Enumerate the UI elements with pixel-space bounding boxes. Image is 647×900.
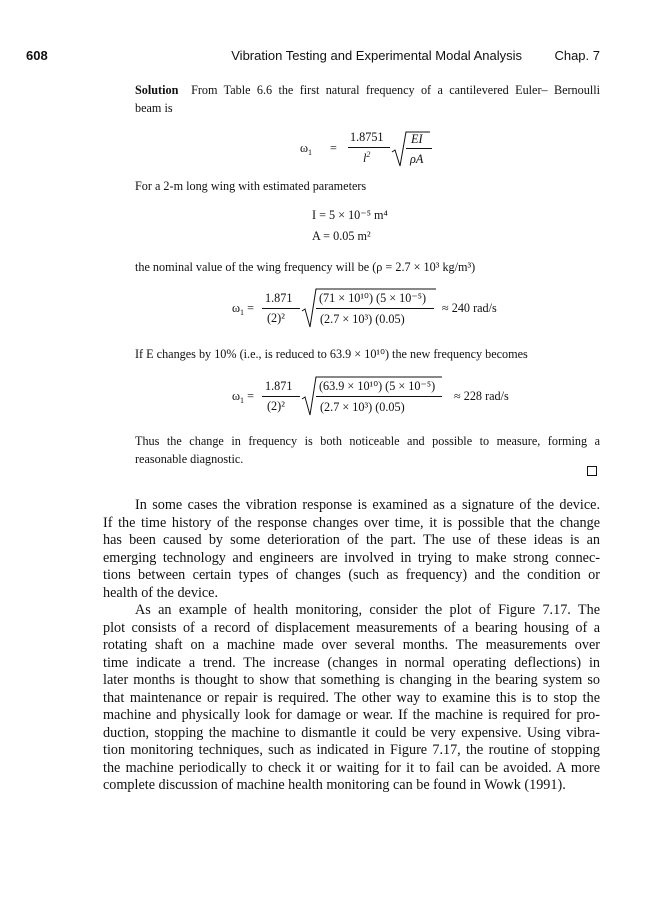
nominal-text: the nominal value of the wing frequency will be (ρ = 2.7 × 10³ kg/m³) xyxy=(135,260,476,274)
eq1-denominator: $l^2$ xyxy=(363,150,371,165)
wing-text: For a 2-m long wing with estimated parameters xyxy=(135,179,367,193)
conclusion-line1: Thus the change in frequency is both noticeable and possible to measure, forming a xyxy=(135,434,600,448)
eq2-rad-numerator: (71 × 10¹⁰) (5 × 10⁻⁵) xyxy=(319,291,427,305)
p2-line: time indicate a trend. The increase (changes in normal operating deflections) in xyxy=(103,654,600,671)
eq2-rad-denominator: (2.7 × 10³) (0.05) xyxy=(320,312,405,326)
p1-line: tions between certain types of changes (such as frequency) and the condition or xyxy=(103,567,600,583)
solution-label: Solution xyxy=(135,83,179,97)
conclusion-line2: reasonable diagnostic. xyxy=(135,451,244,466)
p1-line: If the time history of the response changes over time, it is possible that the change xyxy=(103,514,600,531)
p2-line: rotating shaft on a machine made over several months. The measurements over xyxy=(103,637,600,653)
change-text: If E changes by 10% (i.e., is reduced to 63.9 × 10¹⁰) the new frequency becomes xyxy=(135,347,528,361)
solution-intro-line2: beam is xyxy=(135,100,173,115)
p1-line: health of the device. xyxy=(103,584,219,601)
equation-3 xyxy=(232,375,552,419)
p1-line: In some cases the vibration response is examined as a signature of the device. xyxy=(135,497,600,513)
running-title: Vibration Testing and Experimental Modal Analysis xyxy=(231,48,522,63)
eq2-result: ≈ 240 rad/s xyxy=(442,301,497,315)
p1-line: has been caused by some deterioration of the part. The use of these ideas is an xyxy=(103,532,600,548)
p2-line: complete discussion of machine health monitoring can be found in Wowk (1991). xyxy=(103,777,566,793)
eq2-denominator: (2)² xyxy=(267,311,285,325)
eq3-lhs: $\omega_1$ = xyxy=(232,389,254,405)
p2-line: that maintenance or repair is required. The other way to examine this is to stop the xyxy=(103,689,600,706)
p2-line: duction, stopping the machine to dismantle it could be very expensive. Using vibra- xyxy=(103,724,600,741)
p2-line: As an example of health monitoring, consider the plot of Figure 7.17. The xyxy=(135,602,600,618)
p2-line: tion monitoring techniques, such as indicated in Figure 7.17, the routine of stopping xyxy=(103,742,600,758)
body-paragraph-1 xyxy=(103,497,600,602)
eq3-numerator: 1.871 xyxy=(265,379,293,393)
param-I: I = 5 × 10⁻⁵ m⁴ xyxy=(312,208,388,222)
p1-line: emerging technology and engineers are involved in trying to make strong connec- xyxy=(103,549,600,566)
p2-line: plot consists of a record of displacement measurements of a bearing housing of a xyxy=(103,619,600,636)
body-paragraph-2 xyxy=(103,602,600,795)
p2-line: the machine periodically to check it or waiting for it to fail can be avoided. A more xyxy=(103,759,600,776)
page-number: 608 xyxy=(26,48,48,63)
end-of-proof-icon xyxy=(587,466,597,476)
eq2-numerator: 1.871 xyxy=(265,291,293,305)
solution-intro-line1: From Table 6.6 the first natural frequency of a cantilevered Euler– Bernoulli xyxy=(191,83,601,97)
eq2-lhs: $\omega_1$ = xyxy=(232,301,254,317)
chapter-label: Chap. 7 xyxy=(554,48,600,63)
eq1-lhs: $\omega_1$ xyxy=(300,141,313,157)
eq3-denominator: (2)² xyxy=(267,399,285,413)
p2-line: later months is thought to show that something is changing in the bearing system so xyxy=(103,672,600,688)
eq1-numerator: 1.8751 xyxy=(350,130,384,144)
eq1-rad-denominator: ρA xyxy=(410,152,424,166)
solution-intro xyxy=(135,82,600,116)
running-header xyxy=(26,48,600,66)
eq3-rad-numerator: (63.9 × 10¹⁰) (5 × 10⁻⁵) xyxy=(319,379,436,393)
param-A: A = 0.05 m² xyxy=(312,229,371,243)
eq3-result: ≈ 228 rad/s xyxy=(454,389,509,403)
conclusion xyxy=(135,433,600,467)
p2-line: machine and physically look for damage or wear. If the machine is required for pro- xyxy=(103,707,600,723)
equation-1 xyxy=(300,130,500,170)
eq3-rad-denominator: (2.7 × 10³) (0.05) xyxy=(320,400,405,414)
eq1-rad-numerator: EI xyxy=(411,132,423,146)
eq1-equals: = xyxy=(330,141,337,155)
equation-2 xyxy=(232,287,552,331)
